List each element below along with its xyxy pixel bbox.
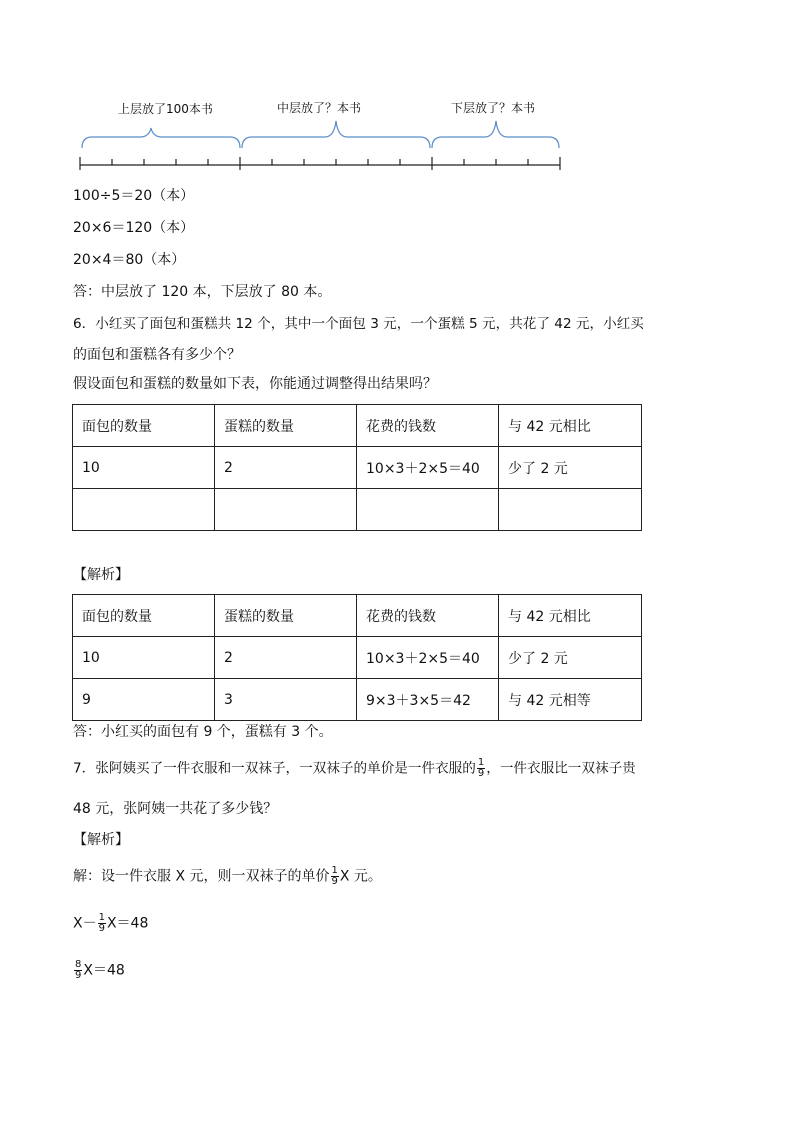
label-bottom-shelf: 下层放了？本书 [451,101,536,115]
q6-text-line-3: 假设面包和蛋糕的数量如下表，你能通过调整得出结果吗？ [73,376,437,392]
table-cell: 2 [215,447,357,489]
header-cost: 花费的钱数 [357,595,499,637]
solution-text-b: X 元。 [339,868,382,885]
equation-1-a: X－ [73,915,97,932]
brace-bottom [432,121,559,148]
table-header-row [73,595,642,637]
calc-line-3: 20×4＝80（本） [73,252,186,268]
table-cell: 10 [73,637,215,679]
table-cell: 少了 2 元 [499,637,642,679]
brace-top [82,128,240,148]
table-cell: 10×3＋2×5＝40 [357,447,499,489]
q7-text-part-b: ，一件衣服比一双袜子贵 [486,760,636,777]
q7-analysis-label: 【解析】 [73,832,129,848]
table-row [73,447,642,489]
fraction-one-ninth: $\frac{1}{9}$ [331,865,338,887]
equation-2-b: X＝48 [83,962,125,979]
table-cell: 10 [73,447,215,489]
brace-mid [242,121,430,148]
table-row [73,637,642,679]
table-row [73,679,642,721]
solution-text-a: 解：设一件衣服 X 元，则一双袜子的单价 [73,868,330,885]
q5-answer: 答：中层放了 120 本，下层放了 80 本。 [73,284,332,300]
assumption-table [72,404,642,531]
table-cell: 与 42 元相等 [499,679,642,721]
header-cost: 花费的钱数 [357,405,499,447]
table-cell: 3 [215,679,357,721]
calc-line-2: 20×6＝120（本） [73,220,195,236]
table-cell: 少了 2 元 [499,447,642,489]
label-middle-shelf: 中层放了？本书 [277,101,362,115]
header-cake-count: 蛋糕的数量 [215,595,357,637]
table-cell: 9×3＋3×5＝42 [357,679,499,721]
table-row [73,489,642,531]
table-cell: 9 [73,679,215,721]
table-cell [73,489,215,531]
table-header-row [73,405,642,447]
solution-table [72,594,642,721]
header-cake-count: 蛋糕的数量 [215,405,357,447]
header-bread-count: 面包的数量 [73,405,215,447]
fraction-one-ninth: $\frac{1}{9}$ [477,757,485,779]
table-cell [215,489,357,531]
fraction-one-ninth: $\frac{1}{9}$ [98,912,105,934]
q7-text-part-a: 7．张阿姨买了一件衣服和一双袜子，一双袜子的单价是一件衣服的 [73,760,476,777]
header-bread-count: 面包的数量 [73,595,215,637]
q7-text-line-1 [73,758,636,779]
table-cell [499,489,642,531]
table-cell: 10×3＋2×5＝40 [357,637,499,679]
label-top-shelf: 上层放了100本书 [118,102,213,116]
q6-text-line-2: 的面包和蛋糕各有多少个？ [73,347,241,363]
table-cell: 2 [215,637,357,679]
calc-line-1: 100÷5＝20（本） [73,188,195,204]
header-compare: 与 42 元相比 [499,595,642,637]
q7-solution-line [73,866,382,887]
q6-analysis-label: 【解析】 [73,567,129,583]
fraction-eight-ninths: $\frac{8}{9}$ [75,959,82,981]
q7-text-line-2: 48 元，张阿姨一共花了多少钱？ [73,801,278,817]
equation-2 [73,960,125,981]
equation-1-b: X＝48 [106,915,149,932]
q6-answer: 答：小红买的面包有 9 个，蛋糕有 3 个。 [73,724,333,740]
equation-1 [73,913,148,934]
header-compare: 与 42 元相比 [499,405,642,447]
table-cell [357,489,499,531]
q6-text-line-1: 6．小红买了面包和蛋糕共 12 个，其中一个面包 3 元，一个蛋糕 5 元，共花了 42 元，小红买 [73,316,644,332]
